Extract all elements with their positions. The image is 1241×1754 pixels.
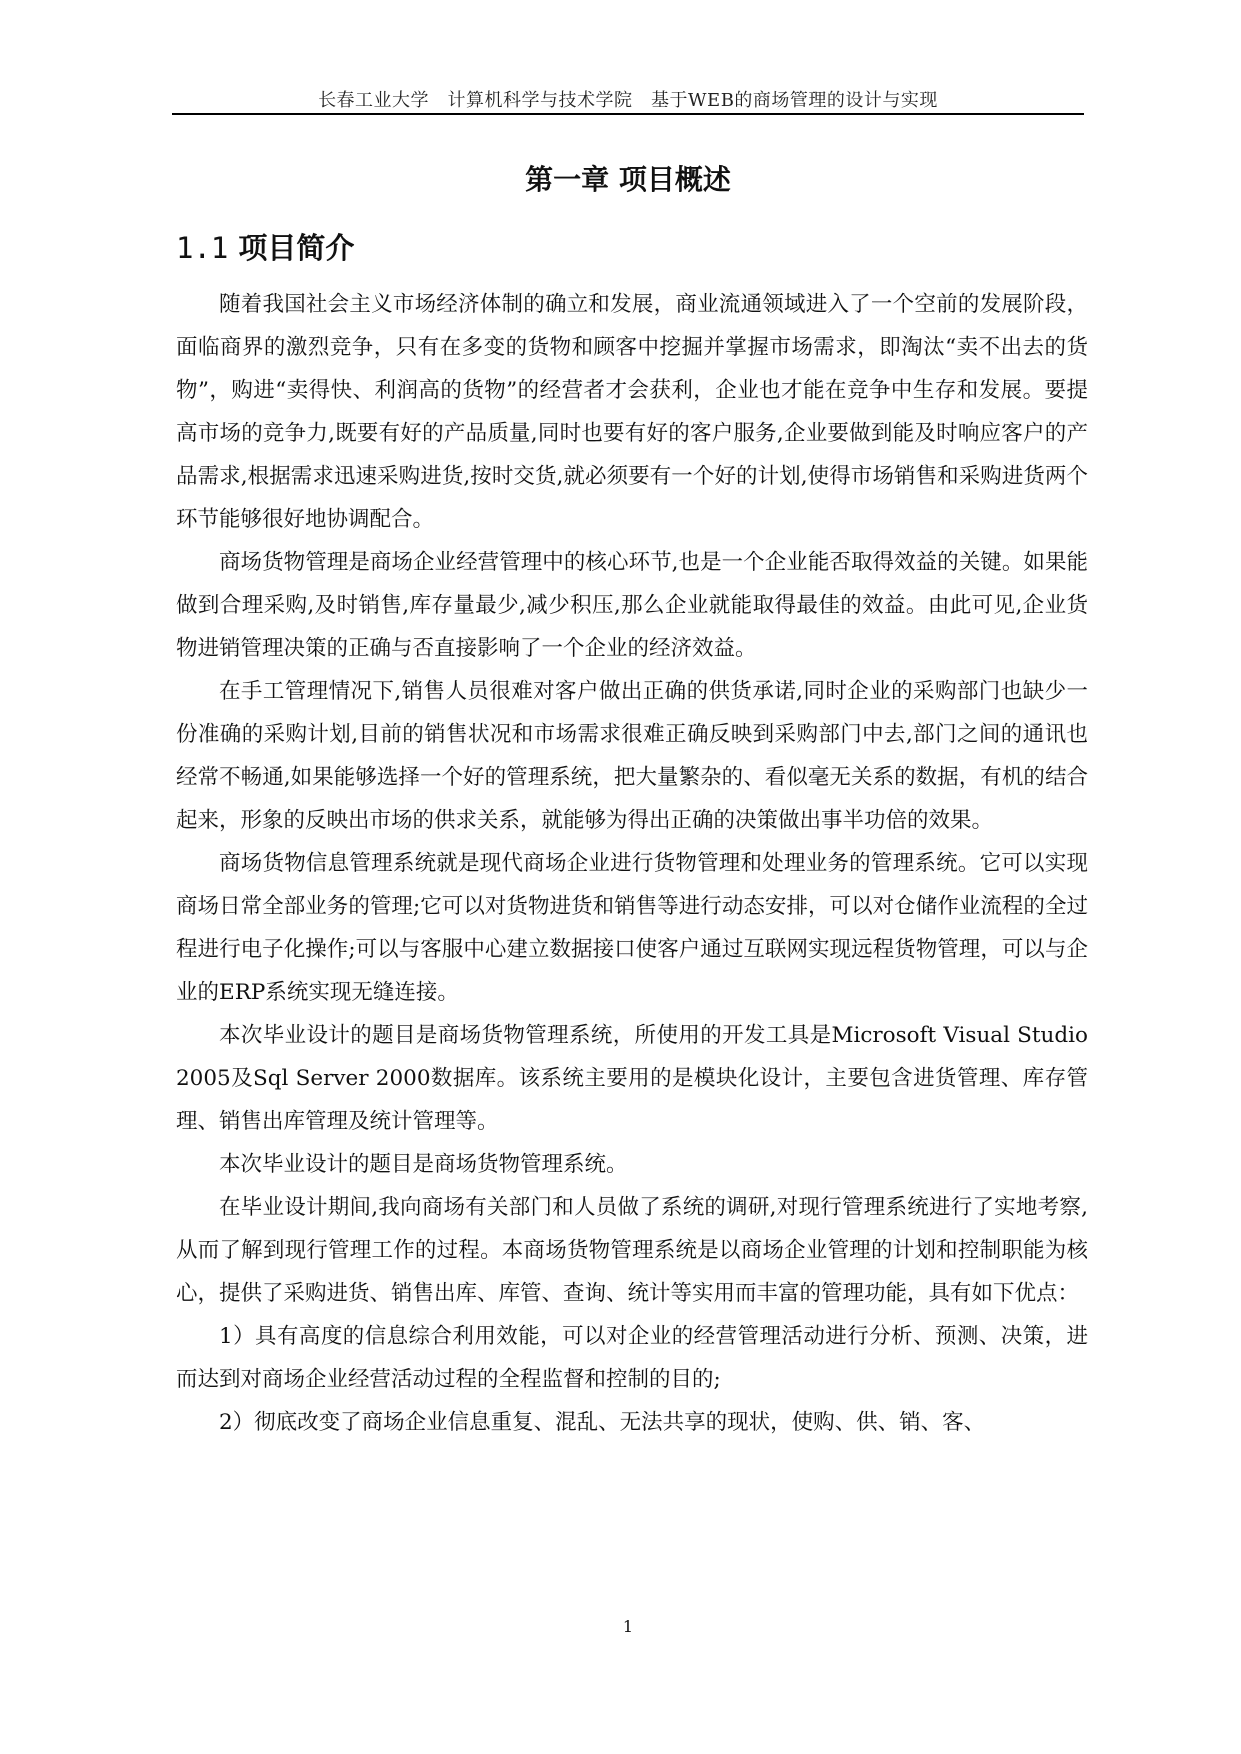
page-number: 1 xyxy=(622,1617,634,1636)
paragraph: 商场货物信息管理系统就是现代商场企业进行货物管理和处理业务的管理系统。它可以实现商场日常全部业务的管理;它可以对货物进货和销售等进行动态安排，可以对仓储作业流程的全过程进行电子化操作;可以与客服中心建立数据接口使客户通过互联网实现远程货物管理，可以与企业的ERP系统实现无缝连接。 xyxy=(176,851,1088,1005)
section-heading xyxy=(176,226,354,267)
section-title: 项目简介 xyxy=(238,231,355,265)
paragraph: 随着我国社会主义市场经济体制的确立和发展，商业流通领域进入了一个空前的发展阶段，面临商界的激烈竞争，只有在多变的货物和顾客中挖掘并掌握市场需求，即淘汰“卖不出去的货物”，购进“卖得快、利润高的货物”的经营者才会获利，企业也才能在竞争中生存和发展。要提高市场的竞争力,既要有好的产品质量,同时也要有好的客户服务,企业要做到能及时响应客户的产品需求,根据需求迅速采购进货,按时交货,就必须要有一个好的计划,使得市场销售和采购进货两个环节能够很好地协调配合。 xyxy=(176,292,1088,532)
chapter-title: 第一章 项目概述 xyxy=(525,163,731,196)
paragraph: 商场货物管理是商场企业经营管理中的核心环节,也是一个企业能否取得效益的关键。如果能做到合理采购,及时销售,库存量最少,减少积压,那么企业就能取得最佳的效益。由此可见,企业货物进销管理决策的正确与否直接影响了一个企业的经济效益。 xyxy=(176,550,1088,661)
running-header: 长春工业大学 计算机科学与技术学院 基于WEB的商场管理的设计与实现 xyxy=(318,90,938,111)
list-item: 1）具有高度的信息综合利用效能，可以对企业的经营管理活动进行分析、预测、决策，进而达到对商场企业经营活动过程的全程监督和控制的目的; xyxy=(176,1324,1088,1392)
list-item: 2）彻底改变了商场企业信息重复、混乱、无法共享的现状，使购、供、销、客、 xyxy=(219,1410,986,1435)
section-number: 1.1 xyxy=(176,231,229,265)
paragraph: 本次毕业设计的题目是商场货物管理系统。 xyxy=(219,1152,628,1177)
paragraph: 在毕业设计期间,我向商场有关部门和人员做了系统的调研,对现行管理系统进行了实地考察,从而了解到现行管理工作的过程。本商场货物管理系统是以商场企业管理的计划和控制职能为核心，提供了采购进货、销售出库、库管、查询、统计等实用而丰富的管理功能，具有如下优点： xyxy=(176,1195,1088,1306)
paragraph: 本次毕业设计的题目是商场货物管理系统，所使用的开发工具是Microsoft Visual Studio 2005及Sql Server 2000数据库。该系统主要用的是模块化设计，主要包含进货管理、库存管理、销售出库管理及统计管理等。 xyxy=(176,1023,1088,1134)
header-rule xyxy=(172,113,1084,115)
body-text xyxy=(176,283,1088,1444)
paragraph: 在手工管理情况下,销售人员很难对客户做出正确的供货承诺,同时企业的采购部门也缺少一份准确的采购计划,目前的销售状况和市场需求很难正确反映到采购部门中去,部门之间的通讯也经常不畅通,如果能够选择一个好的管理系统，把大量繁杂的、看似毫无关系的数据，有机的结合起来，形象的反映出市场的供求关系，就能够为得出正确的决策做出事半功倍的效果。 xyxy=(176,679,1088,833)
